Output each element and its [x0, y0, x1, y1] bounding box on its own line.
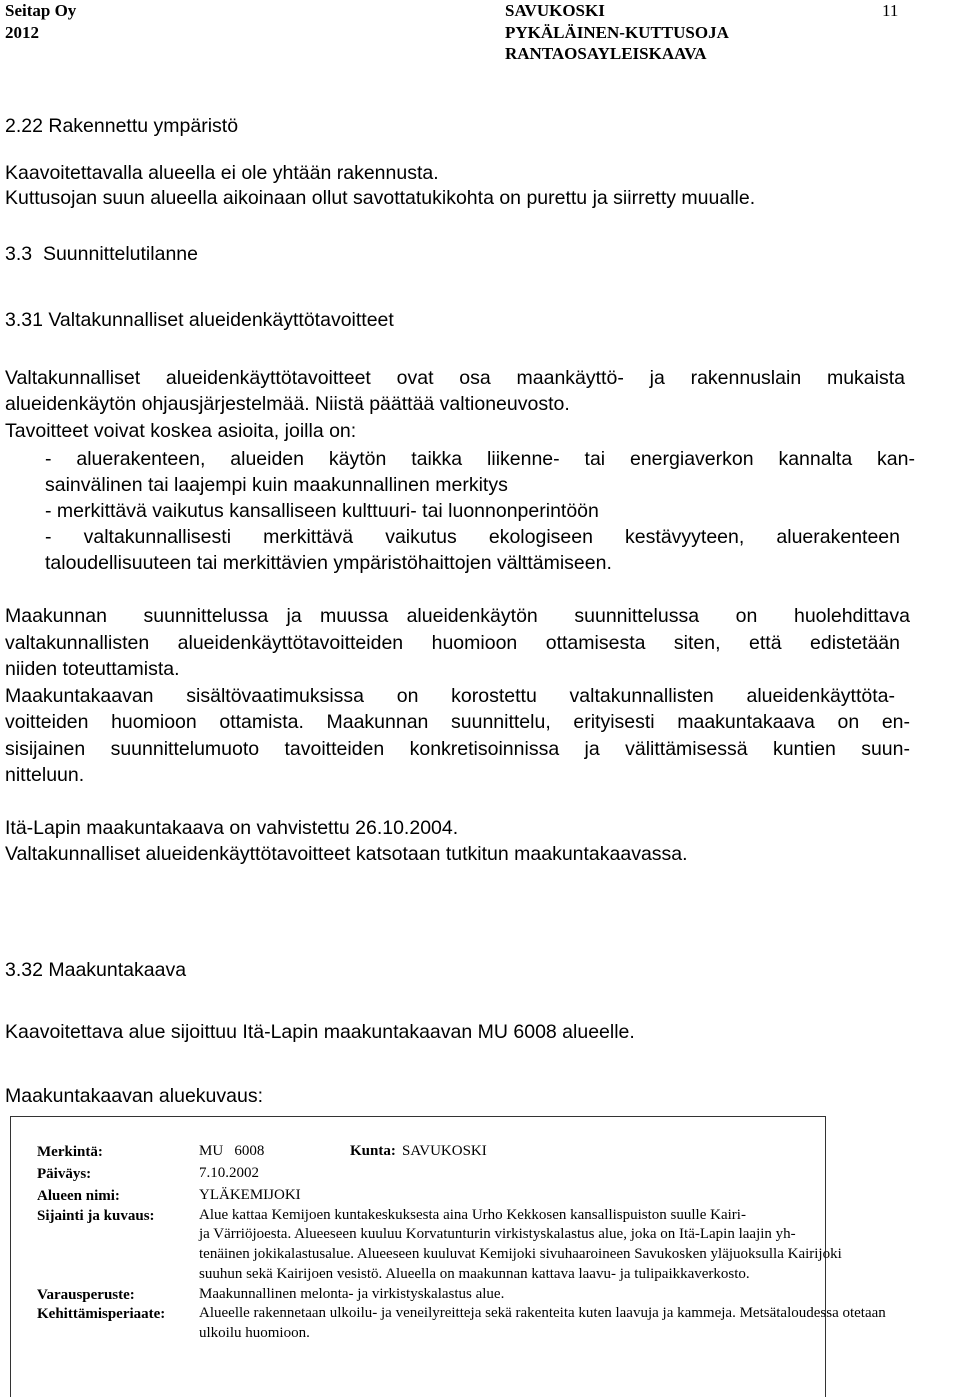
- section-2-22-line-1: Kaavoitettavalla alueella ei ole yhtään rakennusta.: [5, 162, 439, 184]
- para2-line-7: nitteluun.: [5, 764, 85, 786]
- varausperuste-value: Maakunnallinen melonta- ja virkistyskalastus alue.: [199, 1286, 505, 1302]
- section-2-22-line-2: Kuttusojan suun alueella aikoinaan ollut savottatukikohta on purettu ja siirretty muualle.: [5, 187, 756, 209]
- kehittamisperiaate-line-1: Alueelle rakennetaan ulkoilu- ja veneilyreitteja sekä rakenteita kuten laavuja ja kammeja. Metsätaloudessa otetaan: [199, 1305, 886, 1321]
- figure-caption: Maakuntakaavan aluekuvaus:: [5, 1085, 264, 1107]
- section-3-31-heading: 3.31 Valtakunnalliset alueidenkäyttötavoitteet: [5, 309, 394, 331]
- para2-line-1: Maakunnan suunnittelussa ja muussa alueidenkäytön suunnittelussa on huolehdittava: [5, 605, 910, 627]
- para1-line-2: alueidenkäytön ohjausjärjestelmää. Niistä päättää valtioneuvosto.: [5, 393, 570, 415]
- section-2-22-heading: 2.22 Rakennettu ympäristö: [5, 115, 239, 137]
- area-description-scan: [10, 1116, 886, 1397]
- bullet-line-5: taloudellisuuteen tai merkittävien ympäristöhaittojen välttämiseen.: [45, 552, 612, 574]
- section-3-32-heading: 3.32 Maakuntakaava: [5, 959, 187, 981]
- para2-line-2: valtakunnallisten alueidenkäyttötavoitteiden huomioon ottamisesta siten, että edistetään: [5, 632, 900, 654]
- alueen-nimi-label: Alueen nimi:: [37, 1188, 120, 1204]
- para2-line-5: voitteiden huomioon ottamista. Maakunnan suunnittelu, erityisesti maakuntakaava on en-: [5, 711, 910, 733]
- kunta-label: Kunta:: [350, 1143, 396, 1159]
- sijainti-line-3: tenäinen jokikalastusalue. Alueeseen kuuluvat Kemijoki sivuhaaroineen Savukosken yläjuoksulla Kairijoki: [199, 1246, 842, 1262]
- header-company: Seitap Oy: [5, 1, 77, 20]
- section-3-3-heading: 3.3 Suunnittelutilanne: [5, 243, 198, 265]
- kehittamisperiaate-label: Kehittämisperiaate:: [37, 1306, 166, 1322]
- para1-line-1: Valtakunnalliset alueidenkäyttötavoitteet ovat osa maankäyttö- ja rakennuslain mukaista: [5, 367, 905, 389]
- header-year: 2012: [5, 23, 39, 42]
- para1-line-3: Tavoitteet voivat koskea asioita, joilla on:: [5, 420, 357, 442]
- kunta-value: SAVUKOSKI: [402, 1143, 487, 1159]
- paivays-label: Päiväys:: [37, 1166, 92, 1182]
- merkinta-value: MU 6008: [199, 1143, 265, 1159]
- sijainti-line-1: Alue kattaa Kemijoen kuntakeskuksesta aina Urho Kekkosen kansallispuiston suulle Kairi-: [199, 1207, 746, 1223]
- para2-line-6: sisijainen suunnittelumuoto tavoitteiden konkretisoinnissa ja välittämisessä kuntien suun-: [5, 738, 910, 760]
- varausperuste-label: Varausperuste:: [37, 1287, 135, 1303]
- header-title-2: PYKÄLÄINEN-KUTTUSOJA: [505, 23, 729, 42]
- bullet-line-2: sainvälinen tai laajempi kuin maakunnallinen merkitys: [45, 474, 508, 496]
- alueen-nimi-value: YLÄKEMIJOKI: [199, 1187, 301, 1203]
- para2-line-4: Maakuntakaavan sisältövaatimuksissa on korostettu valtakunnallisten alueidenkäyttöta-: [5, 685, 895, 707]
- sijainti-line-4: suuhun sekä Kairijoen vesistö. Alueella on maakunnan kattava laavu- ja tulipaikkaverkosto.: [199, 1266, 750, 1282]
- sijainti-line-2: ja Värriöjoesta. Alueeseen kuuluu Korvatunturin virkistyskalastus alue, joka on Itä-Lapin laajin yh-: [199, 1226, 796, 1242]
- section-3-32-line: Kaavoitettava alue sijoittuu Itä-Lapin maakuntakaavan MU 6008 alueelle.: [5, 1021, 635, 1043]
- bullet-line-4: - valtakunnallisesti merkittävä vaikutus ekologiseen kestävyyteen, aluerakenteen: [45, 526, 900, 548]
- bullet-line-1: - aluerakenteen, alueiden käytön taikka liikenne- tai energiaverkon kannalta kan-: [45, 448, 915, 470]
- header-title-1: SAVUKOSKI: [505, 1, 605, 20]
- merkinta-label: Merkintä:: [37, 1144, 103, 1160]
- page-number: 11: [882, 1, 899, 20]
- header-title-3: RANTAOSAYLEISKAAVA: [505, 44, 707, 63]
- kehittamisperiaate-line-2: ulkoilu huomioon.: [199, 1325, 310, 1341]
- paivays-value: 7.10.2002: [199, 1165, 259, 1181]
- sijainti-label: Sijainti ja kuvaus:: [37, 1208, 155, 1224]
- bullet-line-3: - merkittävä vaikutus kansalliseen kulttuuri- tai luonnonperintöön: [45, 500, 599, 522]
- para3-line-1: Itä-Lapin maakuntakaava on vahvistettu 26.10.2004.: [5, 817, 459, 839]
- para3-line-2: Valtakunnalliset alueidenkäyttötavoitteet katsotaan tutkitun maakuntakaavassa.: [5, 843, 688, 865]
- para2-line-3: niiden toteuttamista.: [5, 658, 180, 680]
